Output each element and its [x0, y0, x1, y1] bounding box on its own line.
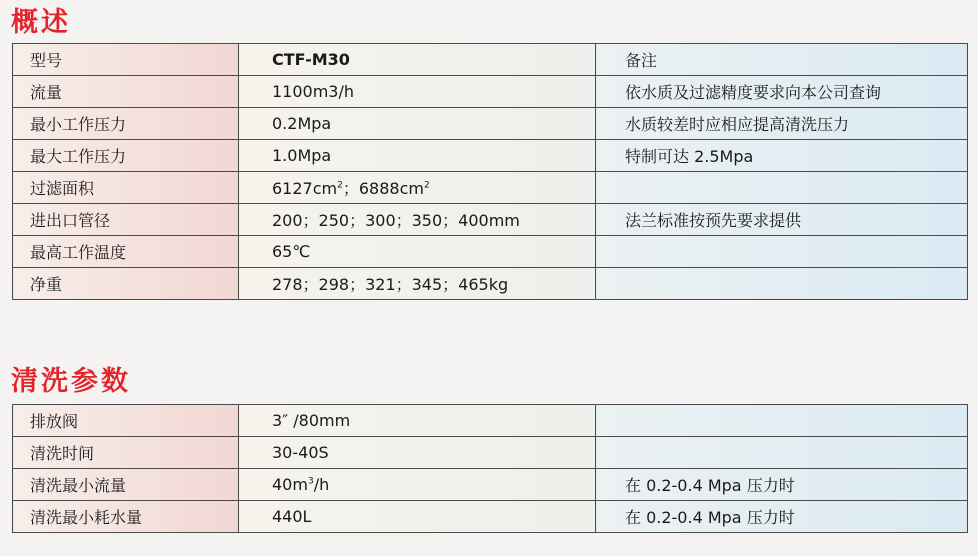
table-row: [13, 501, 968, 533]
area-value-a: 6127cm: [272, 179, 338, 198]
spec-key: 过滤面积: [13, 172, 239, 204]
flow-unit-exp: 3: [307, 476, 314, 487]
spec-note: [596, 268, 968, 300]
spec-note: 特制可达 2.5Mpa: [596, 140, 968, 172]
param-key: 清洗最小耗水量: [13, 501, 239, 533]
spec-value: 1100m3/h: [239, 76, 596, 108]
spec-value: 65℃: [239, 236, 596, 268]
param-value: 30-40S: [239, 437, 596, 469]
param-note: [596, 437, 968, 469]
table-row: [13, 268, 968, 300]
model-label: 型号: [13, 44, 239, 76]
param-note: [596, 405, 968, 437]
param-note: 在 0.2-0.4 Mpa 压力时: [596, 501, 968, 533]
table-row: [13, 76, 968, 108]
flow-unit-rest: /h: [313, 475, 330, 494]
spec-key: 进出口管径: [13, 204, 239, 236]
table-row: [13, 469, 968, 501]
spec-value: 0.2Mpa: [239, 108, 596, 140]
spec-note: [596, 236, 968, 268]
table-row: [13, 108, 968, 140]
spec-note: 水质较差时应相应提高清洗压力: [596, 108, 968, 140]
table-row: [13, 204, 968, 236]
notes-header: 备注: [596, 44, 968, 76]
table-row: [13, 236, 968, 268]
spec-note: 依水质及过滤精度要求向本公司查询: [596, 76, 968, 108]
overview-title: 概述: [11, 7, 71, 38]
cleaning-params-title: 清洗参数: [11, 366, 131, 397]
param-note: 在 0.2-0.4 Mpa 压力时: [596, 469, 968, 501]
table-row: [13, 172, 968, 204]
spec-note: 法兰标准按预先要求提供: [596, 204, 968, 236]
value-separator: ；: [342, 179, 359, 198]
param-value: 3″ /80mm: [239, 405, 596, 437]
spec-key: 最小工作压力: [13, 108, 239, 140]
area-unit-exp-a: 2: [337, 180, 343, 191]
param-key: 清洗最小流量: [13, 469, 239, 501]
flow-value: 40m: [272, 475, 308, 494]
spec-value: 1.0Mpa: [239, 140, 596, 172]
table-row: [13, 140, 968, 172]
spec-value: [239, 172, 596, 204]
param-key: 清洗时间: [13, 437, 239, 469]
table-row: [13, 437, 968, 469]
spec-key: 净重: [13, 268, 239, 300]
cleaning-params-table: [12, 404, 968, 533]
table-header-row: [13, 44, 968, 76]
spec-value: 278；298；321；345；465kg: [239, 268, 596, 300]
spec-value: 200；250；300；350；400mm: [239, 204, 596, 236]
spec-key: 流量: [13, 76, 239, 108]
model-value: CTF-M30: [239, 44, 596, 76]
table-row: [13, 405, 968, 437]
spec-note: [596, 172, 968, 204]
spec-key: 最大工作压力: [13, 140, 239, 172]
param-value: [239, 469, 596, 501]
param-key: 排放阀: [13, 405, 239, 437]
spec-key: 最高工作温度: [13, 236, 239, 268]
param-value: 440L: [239, 501, 596, 533]
area-value-b: 6888cm: [358, 179, 424, 198]
overview-spec-table: [12, 43, 968, 300]
area-unit-exp-b: 2: [423, 180, 430, 191]
